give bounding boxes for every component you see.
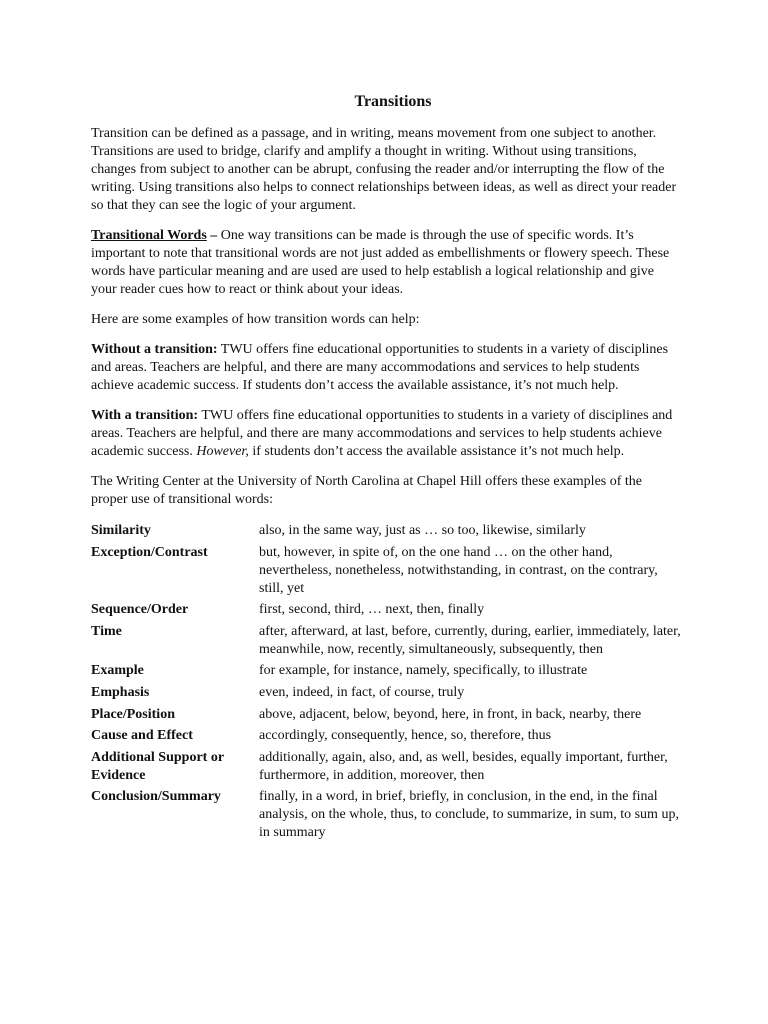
transition-categories-table: [91, 522, 681, 842]
transitional-words-dash: –: [206, 228, 221, 243]
with-transition-body-after: if students don’t access the available assistance it’s not much help.: [248, 444, 625, 459]
category-words: above, adjacent, below, beyond, here, in front, in back, nearby, there: [259, 706, 642, 722]
with-transition-body-before: TWU offers fine educational opportunities to students in a variety of disciplines and areas. Teachers are helpful, and there are many accommodations and services to help students achieve academic success.: [91, 408, 673, 459]
transitional-words-body: One way transitions can be made is through the use of specific words. It’s important to note that transitional words are not just added as embellishments or flowery speech. These words have particular meaning and are used are used to help establish a logical relationship and give your reader cues how to react or think about your ideas.: [91, 228, 670, 297]
category-row: [91, 706, 681, 724]
with-transition-italic: However,: [196, 444, 249, 459]
page-title: Transitions: [354, 93, 432, 110]
category-term: Exception/Contrast: [91, 544, 208, 560]
category-term: Time: [91, 623, 122, 639]
category-words: after, afterward, at last, before, currently, during, earlier, immediately, later, meanwhile, now, recently, simultaneously, subsequently, then: [259, 623, 681, 657]
category-term: Cause and Effect: [91, 728, 193, 744]
category-row: [91, 727, 681, 745]
category-words: additionally, again, also, and, as well, besides, equally important, further, furthermore, in addition, moreover, then: [259, 749, 668, 783]
category-term: Emphasis: [91, 684, 150, 700]
category-row: [91, 544, 681, 598]
without-transition-label: Without a transition:: [91, 342, 218, 357]
category-term: Conclusion/Summary: [91, 789, 221, 805]
category-row: [91, 522, 681, 540]
without-transition-body: TWU offers fine educational opportunities to students in a variety of disciplines and areas. Teachers are helpful, and there are many accommodations and services to help students achieve academic success. If students don’t access the available assistance, it’s not much help.: [91, 342, 669, 393]
transitional-words-heading: Transitional Words: [91, 228, 207, 243]
category-term: Additional Support or Evidence: [91, 749, 224, 783]
with-transition-label: With a transition:: [91, 408, 199, 423]
category-row: [91, 623, 681, 659]
examples-intro-paragraph: Here are some examples of how transition words can help:: [91, 312, 420, 327]
intro-paragraph: Transition can be defined as a passage, and in writing, means movement from one subject to another. Transitions are used to bridge, clarify and amplify a thought in writing. Without using transitions, changes from subject to another can be abrupt, confusing the reader and/or interrupting the flow of the writing. Using transitions also helps to connect relationships between ideas, as well as direct your reader so that they can see the logic of your argument.: [91, 126, 677, 213]
category-words: but, however, in spite of, on the one hand … on the other hand, nevertheless, nonetheless, notwithstanding, in contrast, on the contrary, still, yet: [259, 544, 658, 596]
category-words: even, indeed, in fact, of course, truly: [259, 684, 465, 700]
category-term: Sequence/Order: [91, 602, 189, 618]
document-body: [91, 92, 681, 846]
category-row: [91, 662, 681, 680]
category-term: Example: [91, 663, 144, 679]
with-transition-paragraph: [91, 407, 681, 461]
category-words: also, in the same way, just as … so too, likewise, similarly: [259, 523, 586, 538]
category-row: [91, 788, 681, 842]
category-words: finally, in a word, in brief, briefly, in conclusion, in the end, in the final analysis, on the whole, thus, to conclude, to summarize, in sum, to sum up, in summary: [259, 789, 679, 841]
without-transition-paragraph: [91, 341, 681, 395]
category-row: [91, 684, 681, 702]
category-words: for example, for instance, namely, specifically, to illustrate: [259, 663, 588, 679]
category-words: accordingly, consequently, hence, so, therefore, thus: [259, 728, 552, 744]
category-row: [91, 601, 681, 619]
category-row: [91, 749, 681, 785]
category-term: Place/Position: [91, 706, 175, 722]
category-term: Similarity: [91, 523, 151, 538]
unc-intro-paragraph: The Writing Center at the University of North Carolina at Chapel Hill offers these examples of the proper use of transitional words:: [91, 474, 642, 507]
category-words: first, second, third, … next, then, finally: [259, 602, 485, 618]
transitional-words-paragraph: [91, 227, 681, 299]
